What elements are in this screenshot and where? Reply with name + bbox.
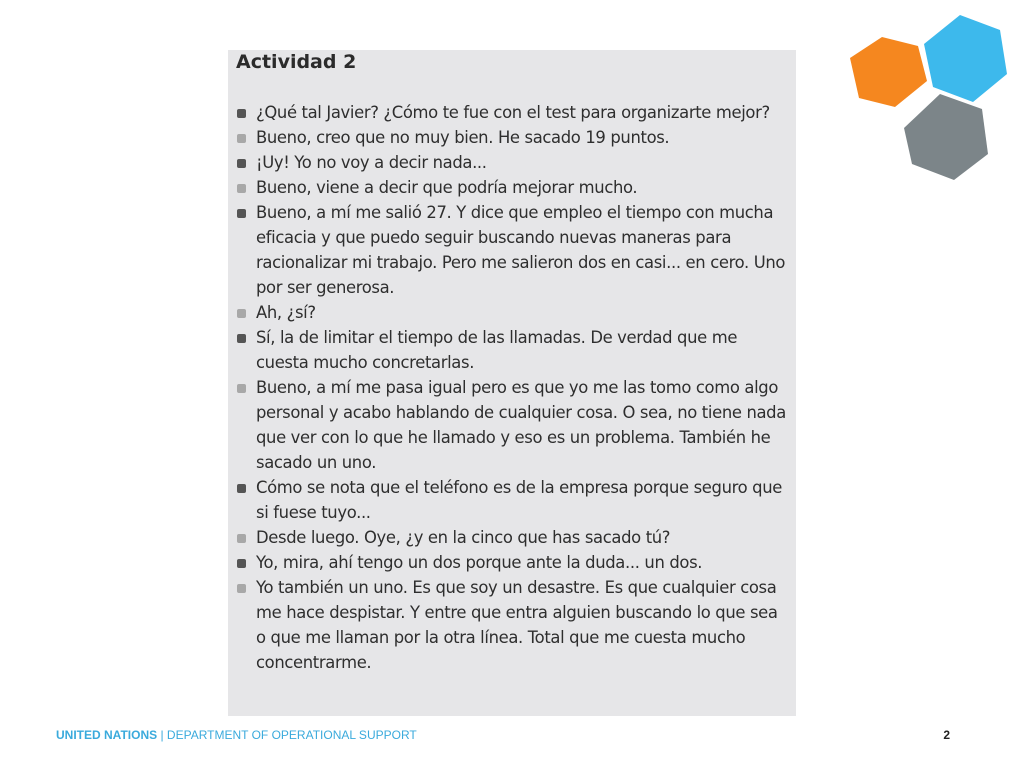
dialogue-line bbox=[228, 550, 788, 575]
dialogue-line bbox=[228, 200, 788, 300]
activity-panel bbox=[228, 50, 796, 716]
hexagon-cluster-logo bbox=[840, 10, 1020, 190]
dialogue-text: Bueno, a mí me pasa igual pero es que yo me las tomo como algo personal y acabo hablando de cualquier cosa. O sea, no tiene nada que ver con lo que he llamado y eso es un problema. También he sacado un uno. bbox=[256, 378, 786, 472]
dialogue-text: ¡Uy! Yo no voy a decir nada... bbox=[256, 153, 487, 172]
dialogue-text: ¿Qué tal Javier? ¿Cómo te fue con el test para organizarte mejor? bbox=[256, 103, 770, 122]
bullet-icon bbox=[237, 384, 246, 393]
dialogue-text: Ah, ¿sí? bbox=[256, 303, 316, 322]
bullet-icon bbox=[237, 309, 246, 318]
dialogue-line bbox=[228, 525, 788, 550]
bullet-icon bbox=[237, 134, 246, 143]
dialogue-line bbox=[228, 475, 788, 525]
dialogue-text: Yo también un uno. Es que soy un desastre. Es que cualquier cosa me hace despistar. Y entre que entra alguien buscando lo que sea o que me llaman por la otra línea. Total que me cuesta mucho concentrarme. bbox=[256, 578, 778, 672]
footer-organization: UNITED NATIONS bbox=[56, 728, 158, 742]
footer bbox=[56, 727, 417, 743]
blue-hexagon bbox=[924, 15, 1007, 102]
orange-hexagon bbox=[850, 37, 927, 107]
dialogue-line bbox=[228, 100, 788, 125]
dialogue-text: Desde luego. Oye, ¿y en la cinco que has sacado tú? bbox=[256, 528, 671, 547]
bullet-icon bbox=[237, 584, 246, 593]
dialogue-line bbox=[228, 125, 788, 150]
footer-separator: | bbox=[157, 728, 167, 742]
dialogue-text: Bueno, viene a decir que podría mejorar mucho. bbox=[256, 178, 638, 197]
dialogue-line bbox=[228, 150, 788, 175]
dialogue-line bbox=[228, 300, 788, 325]
bullet-icon bbox=[237, 559, 246, 568]
dialogue-text: Sí, la de limitar el tiempo de las llamadas. De verdad que me cuesta mucho concretarlas. bbox=[256, 328, 738, 372]
gray-hexagon bbox=[904, 94, 988, 180]
bullet-icon bbox=[237, 159, 246, 168]
bullet-icon bbox=[237, 334, 246, 343]
bullet-icon bbox=[237, 184, 246, 193]
activity-title: Actividad 2 bbox=[236, 51, 357, 73]
page-number: 2 bbox=[943, 728, 950, 742]
bullet-icon bbox=[237, 209, 246, 218]
dialogue-line bbox=[228, 375, 788, 475]
bullet-icon bbox=[237, 534, 246, 543]
dialogue-line bbox=[228, 175, 788, 200]
dialogue-text: Bueno, a mí me salió 27. Y dice que empleo el tiempo con mucha eficacia y que puedo seguir buscando nuevas maneras para racionalizar mi trabajo. Pero me salieron dos en casi... en cero. Uno por ser generosa. bbox=[256, 203, 786, 297]
dialogue-line bbox=[228, 325, 788, 375]
dialogue-list bbox=[228, 100, 788, 675]
dialogue-text: Cómo se nota que el teléfono es de la empresa porque seguro que si fuese tuyo... bbox=[256, 478, 782, 522]
dialogue-line bbox=[228, 575, 788, 675]
bullet-icon bbox=[237, 484, 246, 493]
bullet-icon bbox=[237, 109, 246, 118]
dialogue-text: Bueno, creo que no muy bien. He sacado 19 puntos. bbox=[256, 128, 670, 147]
dialogue-text: Yo, mira, ahí tengo un dos porque ante la duda... un dos. bbox=[256, 553, 703, 572]
footer-department: DEPARTMENT OF OPERATIONAL SUPPORT bbox=[166, 728, 417, 742]
